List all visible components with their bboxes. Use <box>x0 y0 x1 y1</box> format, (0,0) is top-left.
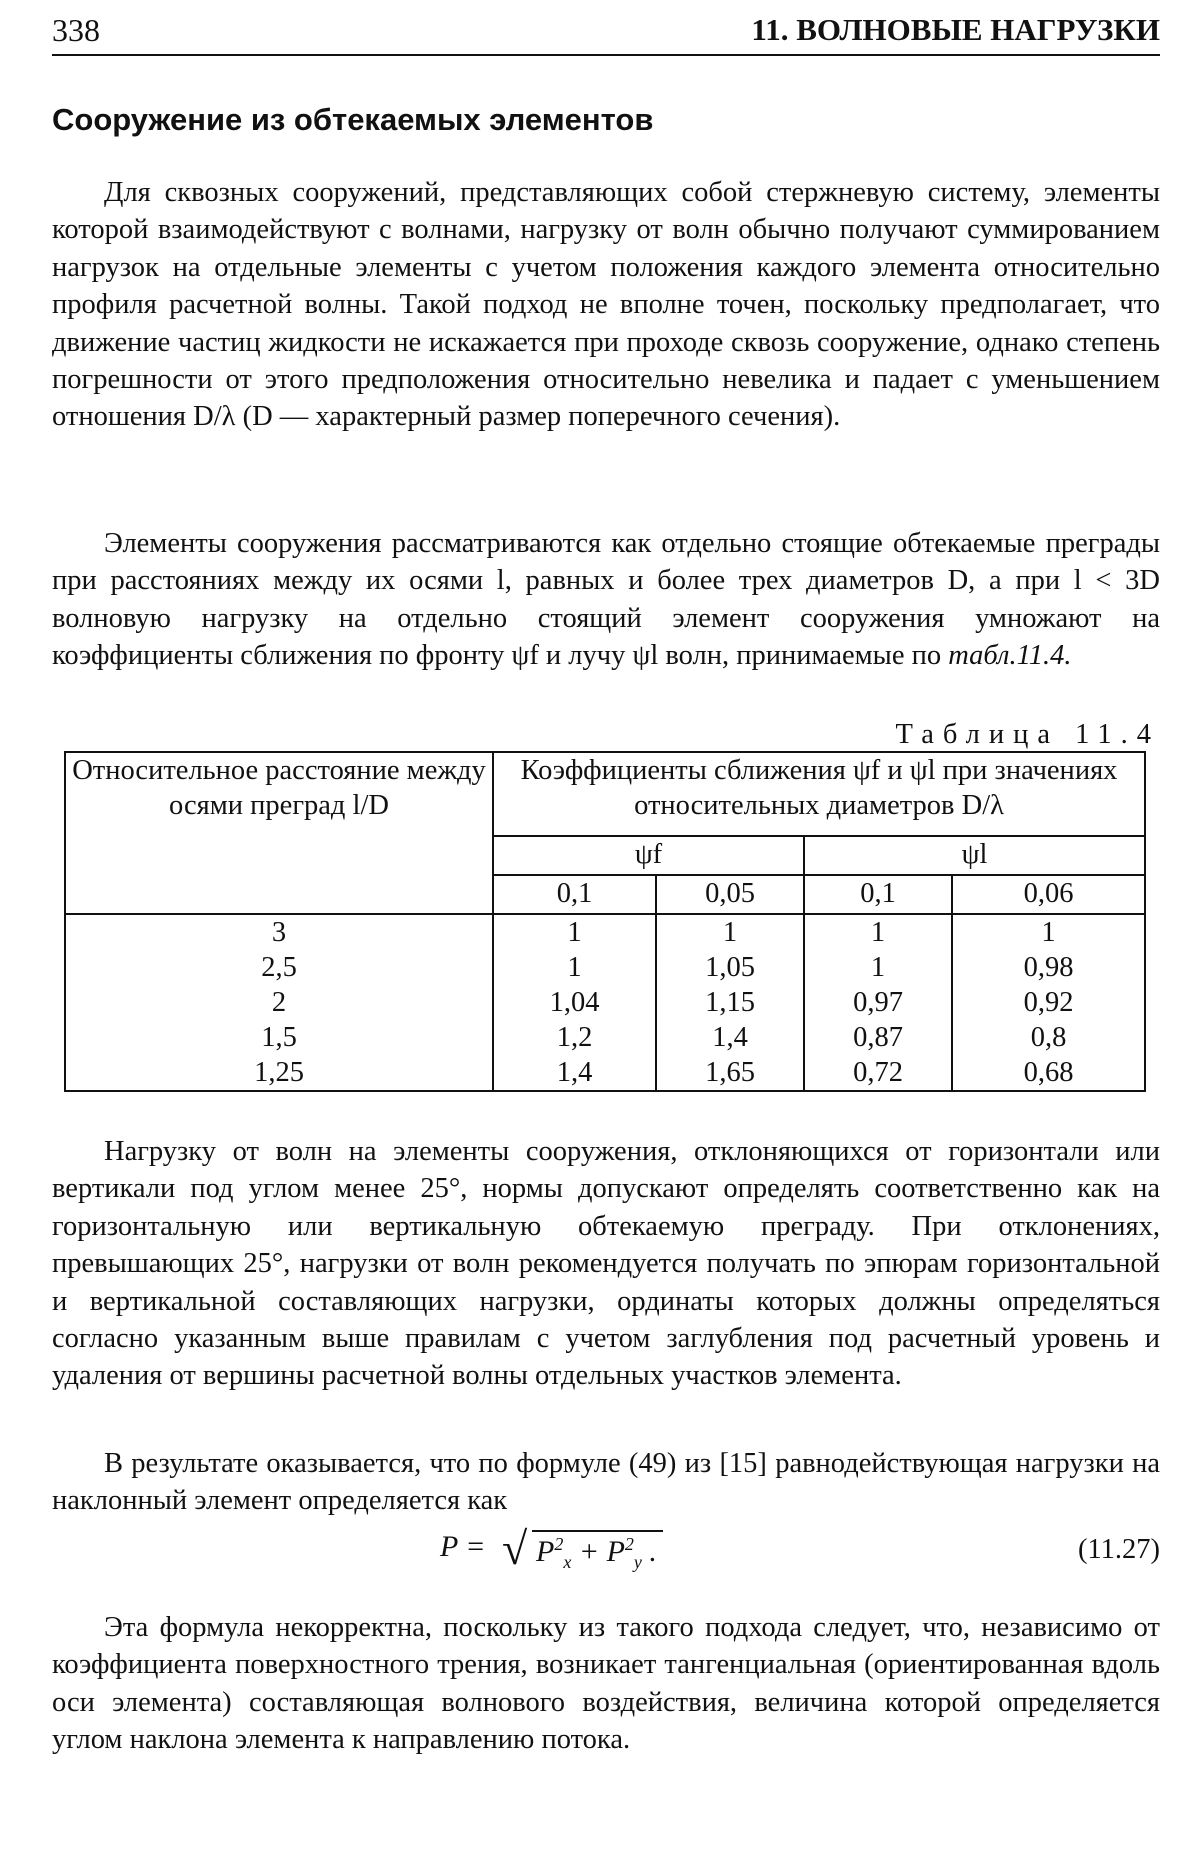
paragraph-1: Для сквозных сооружений, представляющих собой стержневую систему, элементы которой взаимодействуют с волнами, нагрузку от волн обычно получают суммированием нагрузок на отдельные элементы с учетом положения каждого элемента относительно профиля расчетной волны. Такой подход не вполне точен, поскольку предполагает, что движение частиц жидкости не искажается при проходе сквозь сооружение, однако степень погрешности от этого предположения относительно невелика и падает с уменьшением отношения D/λ (D — характерный размер поперечного сечения). <box>52 177 1160 433</box>
formula-radicand <box>532 1530 663 1573</box>
page-number: 338 <box>52 12 100 48</box>
subheader-cell: 0,1 <box>804 875 952 914</box>
section-title: Сооружение из обтекаемых элементов <box>52 102 654 137</box>
table-cell: 1,5 <box>65 1020 493 1055</box>
formula-exponent: 2 <box>554 1534 564 1554</box>
table-row <box>65 950 1145 985</box>
chapter-title: 11. ВОЛНОВЫЕ НАГРУЗКИ <box>751 12 1160 47</box>
table-cell: 0,87 <box>804 1020 952 1055</box>
table-cell: 1 <box>804 914 952 950</box>
table-cell: 1,05 <box>656 950 804 985</box>
table-cell: 0,97 <box>804 985 952 1020</box>
table-header-row <box>65 752 1145 836</box>
formula-lhs: P = <box>440 1530 486 1563</box>
table-cell: 0,68 <box>952 1055 1145 1091</box>
table-reference-link: табл.11.4. <box>948 640 1072 672</box>
group-psi-l: ψl <box>804 836 1145 875</box>
table-caption: Таблица 11.4 <box>895 719 1160 750</box>
formula-subscript-y: y <box>633 1552 642 1572</box>
formula-plus: + <box>571 1535 607 1568</box>
paragraph-4: В результате оказывается, что по формуле (49) из [15] равнодействующая нагрузки на наклонный элемент определяется как <box>52 1448 1160 1517</box>
paragraph-2-text: Элементы сооружения рассматриваются как отдельно стоящие обтекаемые преграды при расстояниях между их осями l, равных и более трех диаметров D, а при l < 3D волновую нагрузку на отдельно стоящий элемент сооружения умножают на коэффициенты сближения по фронту ψf и лучу ψl волн, принимаемые по <box>52 528 1160 672</box>
table-cell: 1 <box>952 914 1145 950</box>
formula-11-27 <box>440 1523 657 1590</box>
subheader-cell: 0,05 <box>656 875 804 914</box>
table-cell: 1 <box>493 950 656 985</box>
coefficients-table <box>64 751 1146 1092</box>
paragraph-5: Эта формула некорректна, поскольку из такого подхода следует, что, независимо от коэффициента поверхностного трения, возникает тангенциальная (ориентированная вдоль оси элемента) составляющая волнового воздействия, величина которой определяется углом наклона элемента к направлению потока. <box>52 1612 1160 1756</box>
table-cell: 1,65 <box>656 1055 804 1091</box>
formula-exponent: 2 <box>624 1534 634 1554</box>
formula-subscript-x: x <box>563 1552 572 1572</box>
table-row <box>65 1055 1145 1091</box>
table-cell: 1 <box>804 950 952 985</box>
sqrt-icon: √ <box>502 1523 528 1574</box>
table-cell: 0,92 <box>952 985 1145 1020</box>
table-row <box>65 1020 1145 1055</box>
subheader-cell: 0,06 <box>952 875 1145 914</box>
table-cell: 3 <box>65 914 493 950</box>
table-cell: 2 <box>65 985 493 1020</box>
table-cell: 1 <box>493 914 656 950</box>
running-head <box>52 6 1160 56</box>
formula-term-px: P <box>536 1535 555 1568</box>
table-cell: 0,72 <box>804 1055 952 1091</box>
table-cell: 0,8 <box>952 1020 1145 1055</box>
table-cell: 2,5 <box>65 950 493 985</box>
equation-number: (11.27) <box>1077 1534 1160 1565</box>
table-cell: 1 <box>656 914 804 950</box>
table-cell: 1,4 <box>493 1055 656 1091</box>
table-cell: 1,15 <box>656 985 804 1020</box>
subheader-cell: 0,1 <box>493 875 656 914</box>
table-cell: 0,98 <box>952 950 1145 985</box>
formula-period: . <box>649 1535 657 1568</box>
paragraph-3: Нагрузку от волн на элементы сооружения, отклоняющихся от горизонтали или вертикали под углом менее 25°, нормы допускают определять соответственно как на горизонтальную или вертикальную обтекаемую преграду. При отклонениях, превышающих 25°, нагрузки от волн рекомендуется получать по эпюрам горизонтальной и вертикальной составляющих нагрузки, ординаты которых должны определяться согласно указанным выше правилам с учетом заглубления под расчетный уровень и удаления от вершины расчетной волны отдельных участков элемента. <box>52 1136 1160 1392</box>
table-row <box>65 985 1145 1020</box>
table-cell: 1,04 <box>493 985 656 1020</box>
header-coefficients: Коэффициенты сближения ψf и ψl при значениях относительных диаметров D/λ <box>493 752 1145 836</box>
table-cell: 1,25 <box>65 1055 493 1091</box>
header-distance: Относительное расстояние между осями преград l/D <box>65 752 493 914</box>
paragraph-2 <box>52 525 1160 675</box>
group-psi-f: ψf <box>493 836 804 875</box>
formula-term-py: P <box>606 1535 625 1568</box>
table-cell: 1,4 <box>656 1020 804 1055</box>
table-cell: 1,2 <box>493 1020 656 1055</box>
table-row <box>65 914 1145 950</box>
